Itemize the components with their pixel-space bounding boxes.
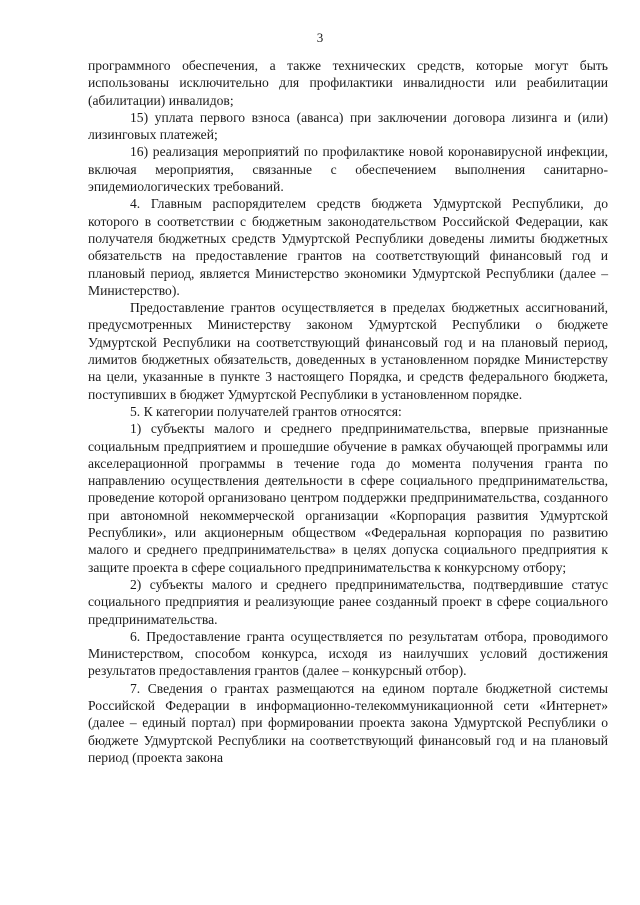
paragraph: Предоставление грантов осуществляется в пределах бюджетных ассигнований, предусмотренных Министерству законом Удмуртской Республики о бюджете Удмуртской Республики на соответствующий финансовый год и на плановый период, лимитов бюджетных обязательств, доведенных в установленном порядке Министерству на цели, указанные в пункте 3 настоящего Порядка, и средств федерального бюджета, поступивших в бюджет Удмуртской Республики в установленном порядке. <box>88 300 608 402</box>
paragraph: 5. К категории получателей грантов относятся: <box>130 403 402 419</box>
paragraph: 2) субъекты малого и среднего предпринимательства, подтвердившие статус социального предприятия и реализующие ранее созданный проект в сфере социального предпринимательства. <box>88 576 608 627</box>
paragraph: 15) уплата первого взноса (аванса) при заключении договора лизинга и (или) лизинговых платежей; <box>88 109 608 143</box>
paragraph: 7. Сведения о грантах размещаются на едином портале бюджетной системы Российской Федерации в информационно-телекоммуникационной сети «Интернет» (далее – единый портал) при формировании проекта закона Удмуртской Республики о бюджете Удмуртской Республики на соответствующий финансовый год и на плановый период (проекта закона <box>88 680 608 765</box>
paragraph: 16) реализация мероприятий по профилактике новой коронавирусной инфекции, включая мероприятия, связанные с обеспечением выполнения санитарно-эпидемиологических требований. <box>88 144 608 195</box>
paragraph: 6. Предоставление гранта осуществляется по результатам отбора, проводимого Министерством, способом конкурса, исходя из наилучших условий достижения результатов предоставления грантов (далее – конкурсный отбор). <box>88 628 608 679</box>
page-number: 3 <box>316 30 324 45</box>
paragraph: 4. Главным распорядителем средств бюджета Удмуртской Республики, до которого в соответствии с бюджетным законодательством Российской Федерации, как получателя бюджетных средств Удмуртской Республики доведены лимиты бюджетных обязательств на предоставление грантов на соответствующий финансовый год и плановый период, является Министерство экономики Удмуртской Республики (далее – Министерство). <box>88 196 608 298</box>
document-body <box>88 57 608 766</box>
paragraph: 1) субъекты малого и среднего предпринимательства, впервые признанные социальным предприятием и прошедшие обучение в рамках обучающей программы или акселерационной программы в течение года до момента получения гранта по направлению осуществления деятельности в сфере социального предпринимательства, проведение которой организовано центром поддержки предпринимательства, созданного при автономной некоммерческой организации «Корпорация развития Удмуртской Республики», или акционерным обществом «Федеральная корпорация по развитию малого и среднего предпринимательства» в целях допуска социального предприятия к защите проекта в сфере социального предпринимательства к конкурсному отбору; <box>88 421 608 575</box>
paragraph: программного обеспечения, а также технических средств, которые могут быть использованы исключительно для профилактики инвалидности или реабилитации (абилитации) инвалидов; <box>88 58 608 108</box>
